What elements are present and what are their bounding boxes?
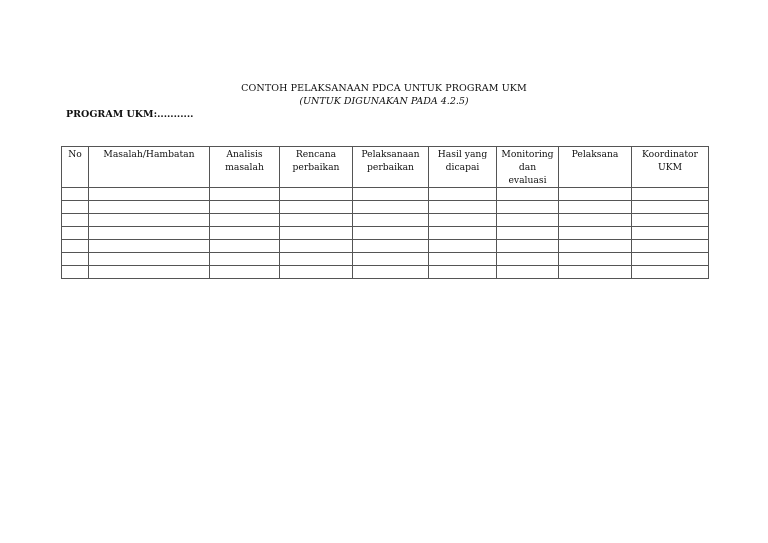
table-cell bbox=[280, 253, 353, 266]
table-row bbox=[62, 201, 709, 214]
pdca-table bbox=[61, 146, 709, 279]
table-cell bbox=[559, 201, 632, 214]
table-cell bbox=[632, 253, 709, 266]
table-cell bbox=[429, 188, 497, 201]
table-cell bbox=[89, 188, 210, 201]
column-header-pelaksanaan: Pelaksanaan perbaikan bbox=[353, 147, 429, 188]
column-header-koordinator: Koordinator UKM bbox=[632, 147, 709, 188]
table-cell bbox=[89, 253, 210, 266]
table-cell bbox=[62, 201, 89, 214]
table-cell bbox=[497, 266, 559, 279]
table-cell bbox=[62, 266, 89, 279]
column-header-rencana: Rencana perbaikan bbox=[280, 147, 353, 188]
table-cell bbox=[429, 214, 497, 227]
table-cell bbox=[429, 253, 497, 266]
table-cell bbox=[280, 201, 353, 214]
table-cell bbox=[210, 188, 280, 201]
table-cell bbox=[353, 214, 429, 227]
column-header-hasil: Hasil yang dicapai bbox=[429, 147, 497, 188]
table-cell bbox=[89, 201, 210, 214]
table-cell bbox=[632, 188, 709, 201]
table-cell bbox=[559, 266, 632, 279]
table-cell bbox=[280, 240, 353, 253]
table-cell bbox=[559, 227, 632, 240]
table-cell bbox=[89, 240, 210, 253]
table-row bbox=[62, 214, 709, 227]
table-cell bbox=[497, 201, 559, 214]
table-cell bbox=[497, 253, 559, 266]
table-cell bbox=[632, 227, 709, 240]
table-cell bbox=[429, 240, 497, 253]
table-cell bbox=[210, 266, 280, 279]
table-cell bbox=[353, 201, 429, 214]
table-cell bbox=[429, 201, 497, 214]
table-cell bbox=[280, 227, 353, 240]
table-row bbox=[62, 227, 709, 240]
table-cell bbox=[497, 214, 559, 227]
table-cell bbox=[62, 253, 89, 266]
table-cell bbox=[497, 188, 559, 201]
table-row bbox=[62, 240, 709, 253]
table-row bbox=[62, 266, 709, 279]
table-cell bbox=[89, 214, 210, 227]
table-header-row bbox=[62, 147, 709, 188]
table-cell bbox=[559, 240, 632, 253]
table-row bbox=[62, 188, 709, 201]
table-cell bbox=[210, 240, 280, 253]
table-cell bbox=[280, 188, 353, 201]
table-cell bbox=[280, 214, 353, 227]
table-cell bbox=[62, 188, 89, 201]
table-cell bbox=[632, 240, 709, 253]
document-subtitle: (UNTUK DIGUNAKAN PADA 4.2.5) bbox=[299, 96, 469, 107]
column-header-pelaksana: Pelaksana bbox=[559, 147, 632, 188]
table-cell bbox=[89, 266, 210, 279]
table-cell bbox=[353, 253, 429, 266]
column-header-analisis: Analisis masalah bbox=[210, 147, 280, 188]
table-cell bbox=[210, 214, 280, 227]
table-cell bbox=[497, 227, 559, 240]
table-cell bbox=[632, 214, 709, 227]
table-cell bbox=[353, 188, 429, 201]
table-cell bbox=[62, 240, 89, 253]
table-cell bbox=[353, 227, 429, 240]
table-cell bbox=[632, 201, 709, 214]
table-cell bbox=[210, 227, 280, 240]
table-body bbox=[62, 188, 709, 279]
table-cell bbox=[429, 266, 497, 279]
table-cell bbox=[632, 266, 709, 279]
table-cell bbox=[559, 188, 632, 201]
table-cell bbox=[497, 240, 559, 253]
program-label: PROGRAM UKM:........... bbox=[66, 109, 194, 120]
column-header-masalah: Masalah/Hambatan bbox=[89, 147, 210, 188]
table-cell bbox=[429, 227, 497, 240]
table-cell bbox=[559, 253, 632, 266]
table-cell bbox=[559, 214, 632, 227]
column-header-no: No bbox=[62, 147, 89, 188]
document-title: CONTOH PELAKSANAAN PDCA UNTUK PROGRAM UKM bbox=[241, 83, 527, 94]
table-cell bbox=[353, 240, 429, 253]
table-cell bbox=[210, 253, 280, 266]
table-cell bbox=[353, 266, 429, 279]
table-cell bbox=[210, 201, 280, 214]
table-cell bbox=[280, 266, 353, 279]
table-row bbox=[62, 253, 709, 266]
table-cell bbox=[62, 214, 89, 227]
table-cell bbox=[62, 227, 89, 240]
table-cell bbox=[89, 227, 210, 240]
column-header-monitoring: Monitoring dan evaluasi bbox=[497, 147, 559, 188]
